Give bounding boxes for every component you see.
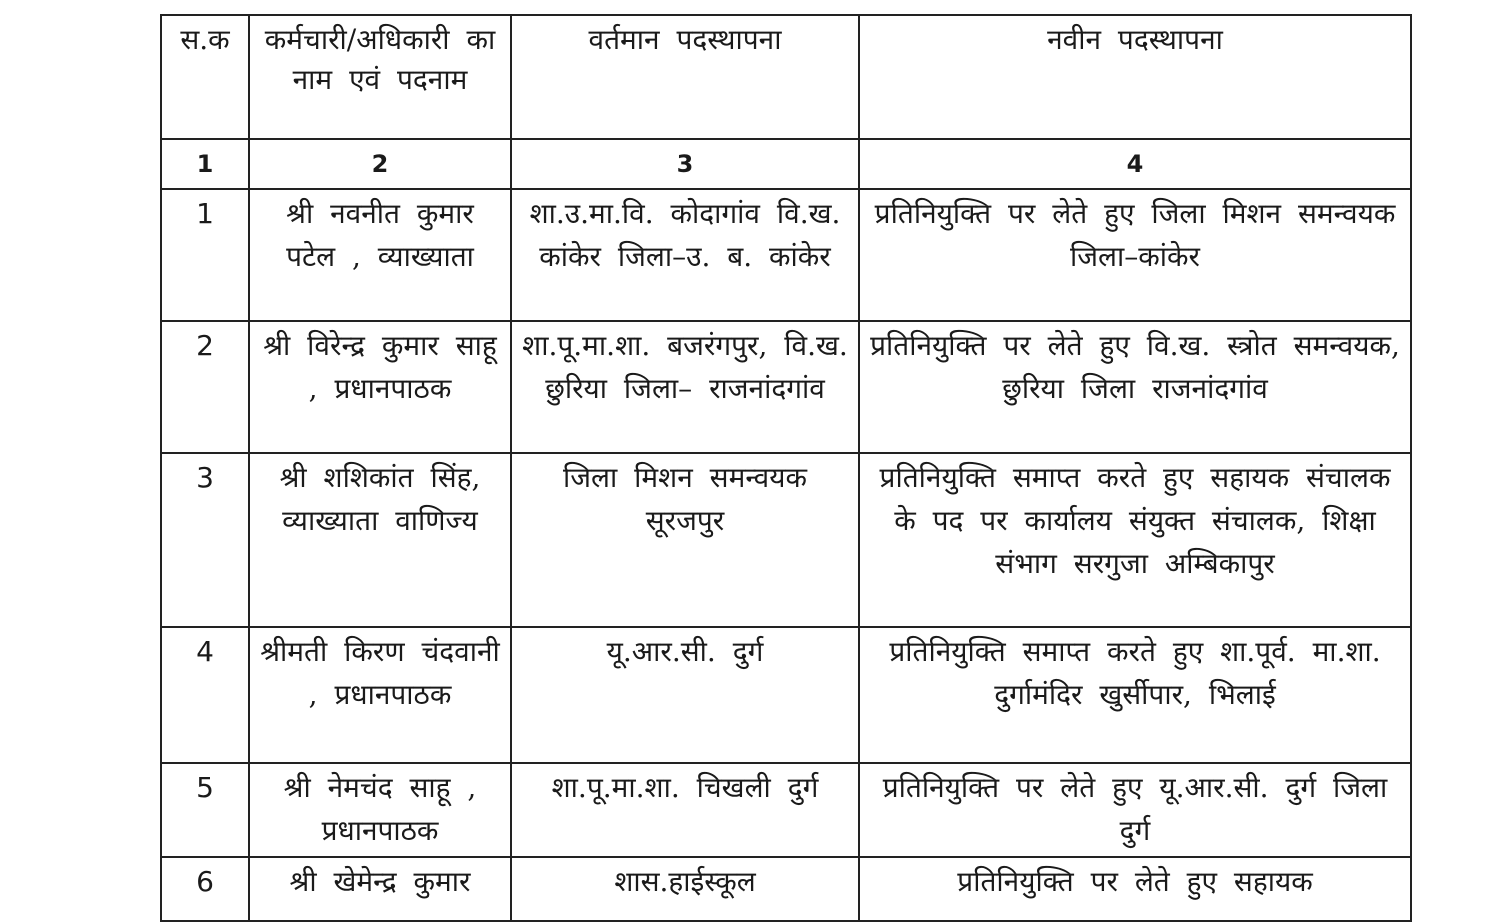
row-current-posting: शा.पू.मा.शा. बजरंगपुर, वि.ख. छुरिया जिला– राजनांदगांव — [511, 321, 859, 453]
row-new-posting: प्रतिनियुक्ति पर लेते हुए सहायक — [859, 857, 1411, 921]
row-new-posting: प्रतिनियुक्ति समाप्त करते हुए शा.पूर्व. मा.शा. दुर्गामंदिर खुर्सीपार, भिलाई — [859, 627, 1411, 763]
table-row — [161, 763, 1411, 857]
header-serial-number: स.क — [161, 15, 249, 139]
table-row — [161, 321, 1411, 453]
row-current-posting: शा.उ.मा.वि. कोदागांव वि.ख. कांकेर जिला–उ. ब. कांकेर — [511, 189, 859, 321]
row-employee-name: श्री शशिकांत सिंह, व्याख्याता वाणिज्य — [249, 453, 511, 627]
column-number: 4 — [859, 139, 1411, 189]
row-employee-name: श्री नवनीत कुमार पटेल , व्याख्याता — [249, 189, 511, 321]
row-serial-number: 2 — [161, 321, 249, 453]
row-current-posting: शा.पू.मा.शा. चिखली दुर्ग — [511, 763, 859, 857]
column-number: 1 — [161, 139, 249, 189]
table-row — [161, 857, 1411, 921]
column-number: 3 — [511, 139, 859, 189]
table-row — [161, 189, 1411, 321]
row-new-posting: प्रतिनियुक्ति समाप्त करते हुए सहायक संचालक के पद पर कार्यालय संयुक्त संचालक, शिक्षा संभाग सरगुजा अम्बिकापुर — [859, 453, 1411, 627]
column-number-row — [161, 139, 1411, 189]
row-employee-name: श्री नेमचंद साहू , प्रधानपाठक — [249, 763, 511, 857]
row-employee-name: श्री खेमेन्द्र कुमार — [249, 857, 511, 921]
header-employee-name: कर्मचारी/अधिकारी का नाम एवं पदनाम — [249, 15, 511, 139]
table-row — [161, 627, 1411, 763]
document-page — [160, 14, 1410, 922]
row-serial-number: 3 — [161, 453, 249, 627]
row-new-posting: प्रतिनियुक्ति पर लेते हुए यू.आर.सी. दुर्ग जिला दुर्ग — [859, 763, 1411, 857]
row-employee-name: श्री विरेन्द्र कुमार साहू , प्रधानपाठक — [249, 321, 511, 453]
row-new-posting: प्रतिनियुक्ति पर लेते हुए जिला मिशन समन्वयक जिला–कांकेर — [859, 189, 1411, 321]
header-current-posting: वर्तमान पदस्थापना — [511, 15, 859, 139]
row-serial-number: 6 — [161, 857, 249, 921]
row-current-posting: शास.हाईस्कूल — [511, 857, 859, 921]
column-number: 2 — [249, 139, 511, 189]
row-serial-number: 4 — [161, 627, 249, 763]
transfer-order-table — [160, 14, 1412, 922]
row-serial-number: 5 — [161, 763, 249, 857]
row-new-posting: प्रतिनियुक्ति पर लेते हुए वि.ख. स्त्रोत समन्वयक, छुरिया जिला राजनांदगांव — [859, 321, 1411, 453]
table-header-row — [161, 15, 1411, 139]
row-serial-number: 1 — [161, 189, 249, 321]
row-current-posting: जिला मिशन समन्वयक सूरजपुर — [511, 453, 859, 627]
row-current-posting: यू.आर.सी. दुर्ग — [511, 627, 859, 763]
row-employee-name: श्रीमती किरण चंदवानी , प्रधानपाठक — [249, 627, 511, 763]
header-new-posting: नवीन पदस्थापना — [859, 15, 1411, 139]
table-row — [161, 453, 1411, 627]
